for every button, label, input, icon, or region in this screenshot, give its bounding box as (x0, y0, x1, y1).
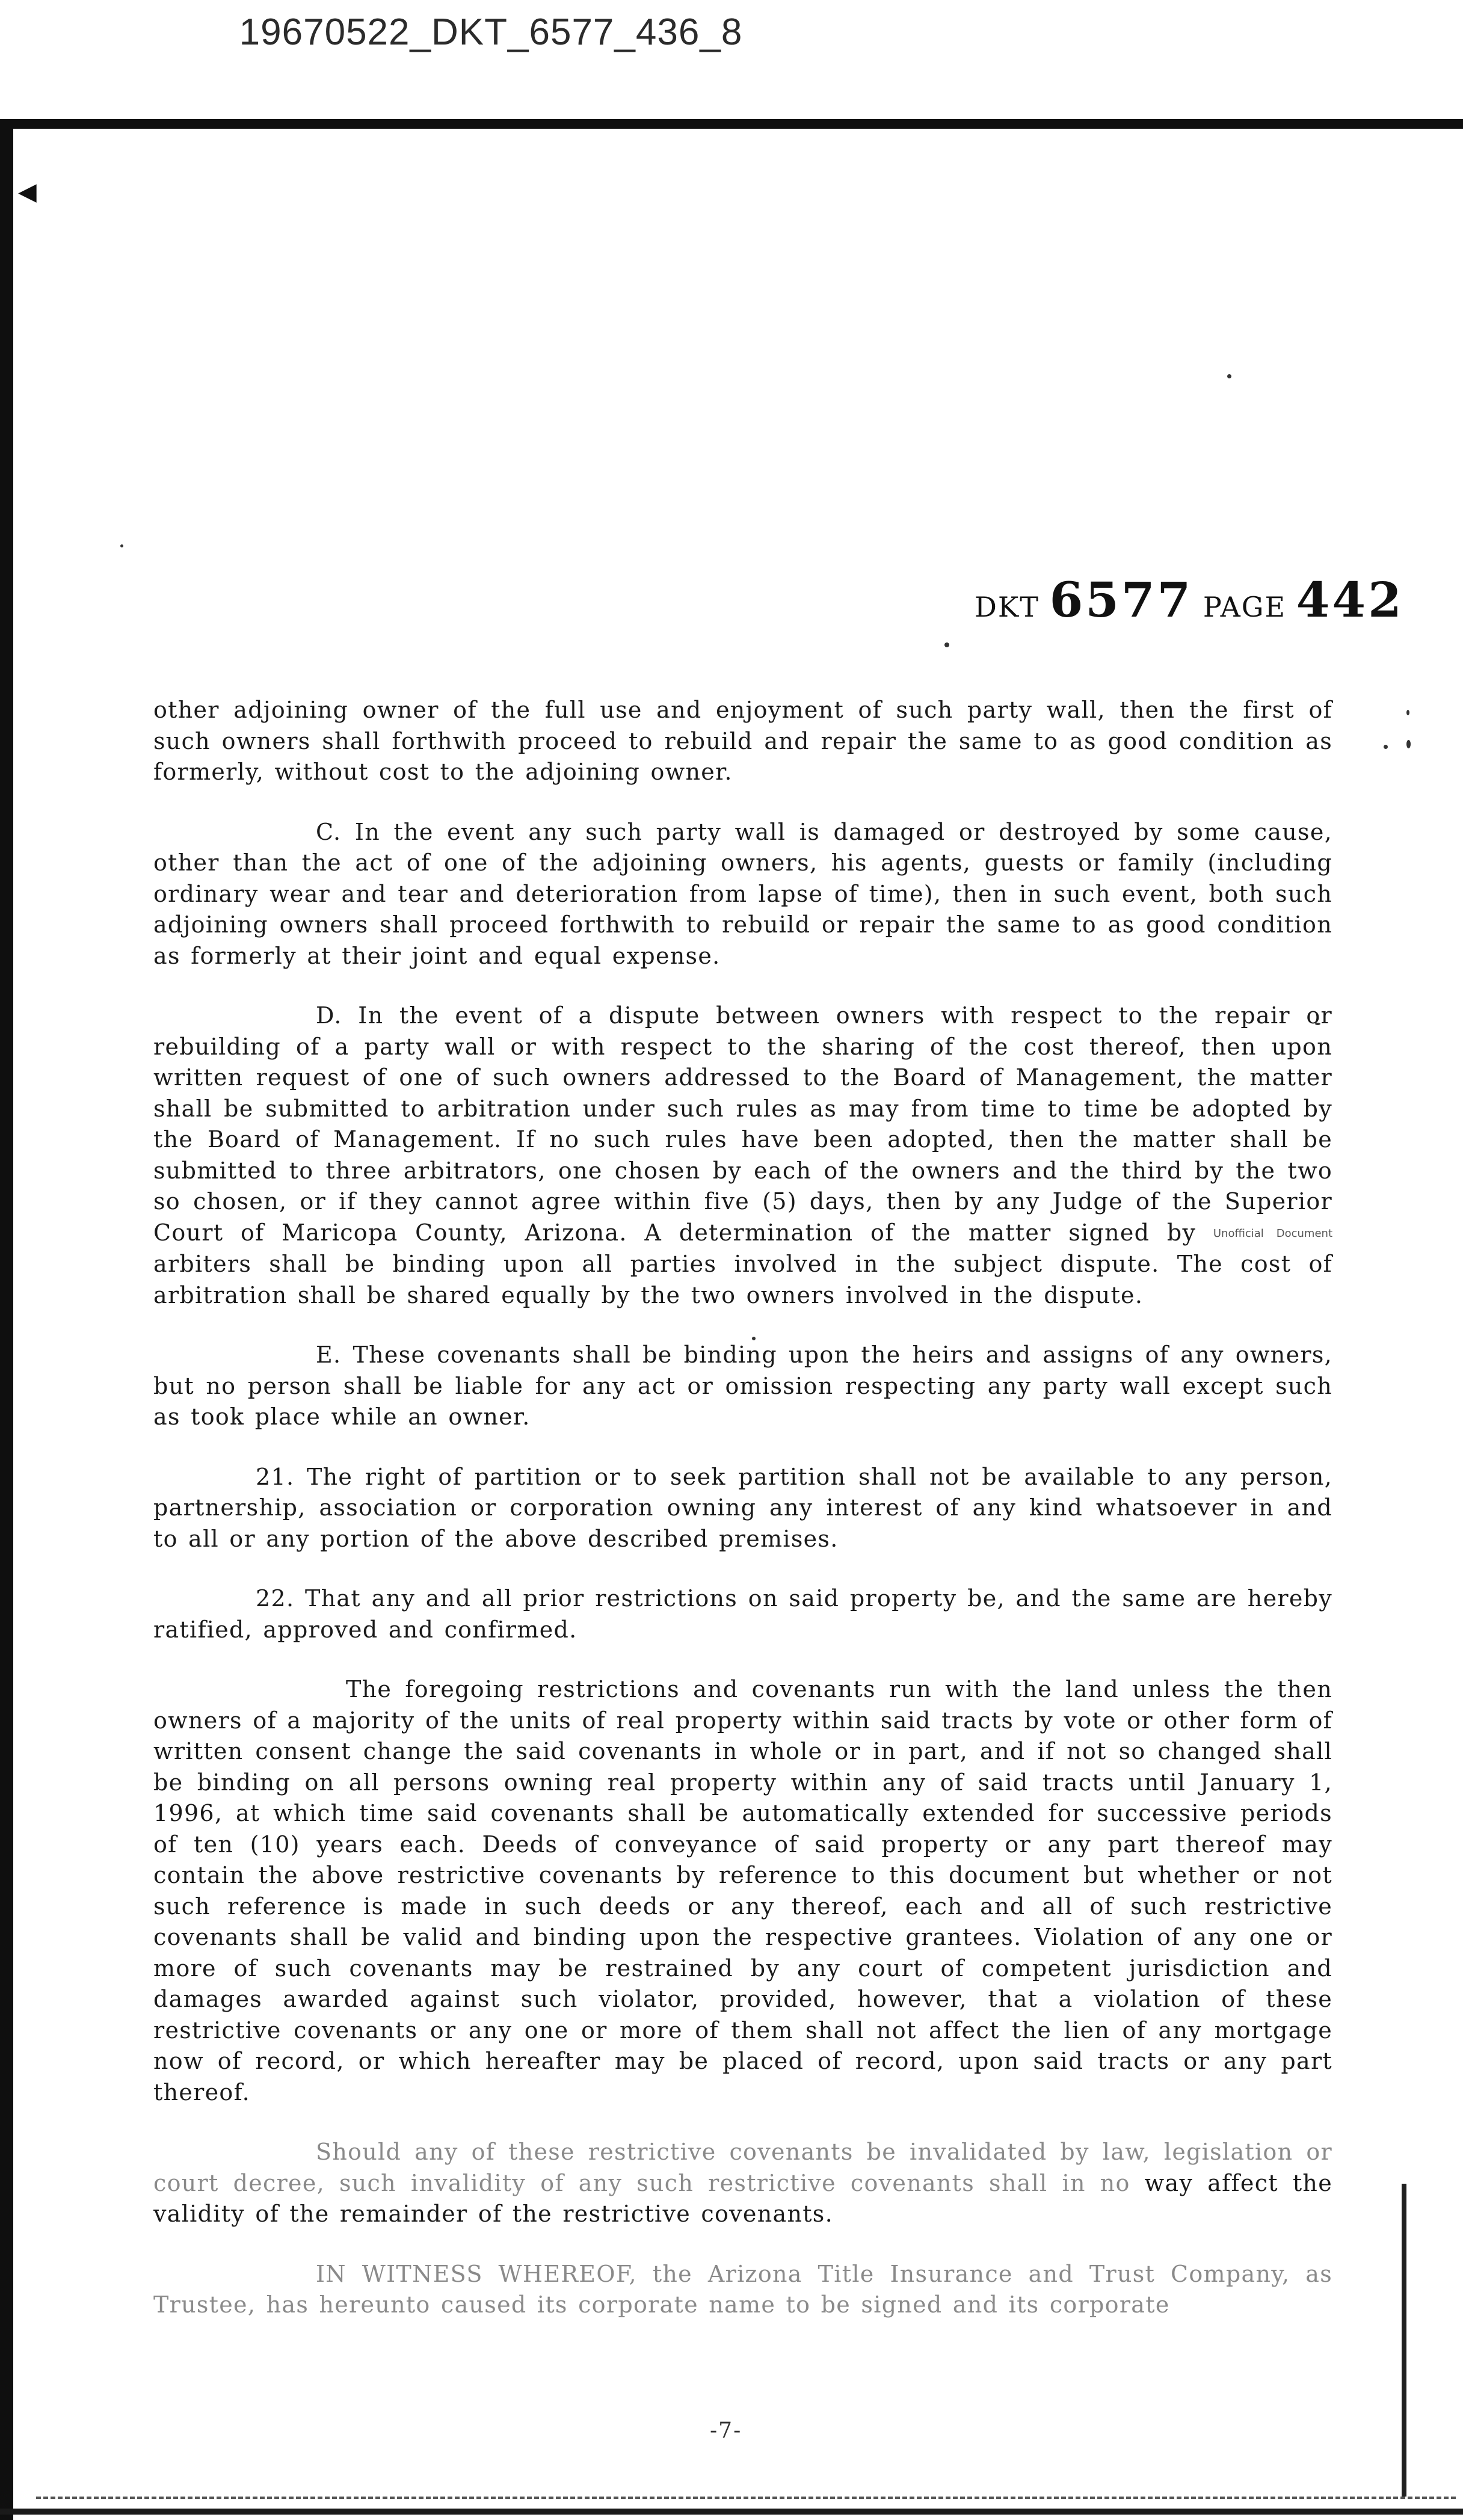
paragraph-d-text-1: D. In the event of a dispute between owners with respect to the repair or rebuilding of a party wall or with respect to the sharing of the cost thereof, then upon written request of one of such owners addressed to the Board of Management, the matter shall be submitted to arbitration under such rules as may from time to time be adopted by the Board of Management. If no such rules have been adopted, then the matter shall be submitted to three arbitrators, one chosen by each of the owners and the third by the two so chosen, or if they cannot agree within five (5) days, then by any Judge of the Superior Court of Maricopa County, Arizona. A determination of the matter signed by (153, 1002, 1332, 1246)
paragraph-d (153, 1000, 1332, 1311)
paragraph-e: E. These covenants shall be binding upon the heirs and assigns of any owners, but no person shall be liable for any act or omission respecting any party wall except such as took place while an owner. (153, 1342, 1332, 1430)
paragraph-21: 21. The right of partition or to seek partition shall not be available to any person, partnership, association or corporation owning any interest of any kind whatsoever in and to all or any portion of the above described premises. (153, 1463, 1332, 1552)
paragraph-continuation: other adjoining owner of the full use and enjoyment of such party wall, then the first of such owners shall forthwith proceed to rebuild and repair the same to as good condition as formerly, without cost to the adjoining owner. (153, 697, 1332, 785)
stamp-docket-number: 6577 (1049, 571, 1194, 628)
scan-bottom-border (0, 2509, 1463, 2515)
scan-bottom-dashes (36, 2497, 1456, 2501)
stamp-page-label: PAGE (1203, 591, 1287, 623)
scan-speck (944, 642, 949, 647)
scan-speck (1406, 710, 1409, 715)
margin-arrow-icon: ◀ (18, 178, 37, 206)
stamp-page-number: 442 (1296, 571, 1404, 628)
paragraph-22: 22. That any and all prior restrictions on said property be, and the same are hereby ratified, approved and confirmed. (153, 1585, 1332, 1643)
scan-top-border (0, 119, 1463, 129)
scan-speck (1227, 374, 1231, 378)
paragraph-c: C. In the event any such party wall is damaged or destroyed by some cause, other than the act of one of the adjoining owners, his agents, guests or family (including ordinary wear and tear and deterioration from lapse of time), then in such event, both such adjoining owners shall proceed forthwith to rebuild or repair the same to as good condition as formerly at their joint and equal expense. (153, 818, 1332, 969)
paragraph-d-text-2: arbiters shall be binding upon all parties involved in the subject dispute. The cost of arbitration shall be shared equally by the two owners involved in the dispute. (153, 1251, 1332, 1308)
scan-right-edge-mark (1402, 2184, 1406, 2497)
severability-faded-text: Should any of these restrictive covenants be invalidated by law, legislation or court decree, such invalidity of any such restrictive covenants shall in no (153, 2139, 1332, 2196)
paragraph-severability (153, 2137, 1332, 2230)
scan-left-border (0, 119, 13, 2520)
stamp-dkt-label: DKT (975, 591, 1040, 623)
scan-speck (120, 544, 123, 547)
scan-speck (1384, 745, 1388, 749)
page-number: -7- (710, 2418, 742, 2443)
unofficial-document-mark: Unofficial Document (1213, 1227, 1332, 1240)
docket-stamp (975, 571, 1404, 628)
document-id-header: 19670522_DKT_6577_436_8 (239, 11, 743, 53)
severability-clear-text: way affect the validity of the remainder of the restrictive covenants. (153, 2169, 1332, 2227)
scan-speck (1406, 740, 1411, 748)
paragraph-covenants-run-with-land: The foregoing restrictions and covenants run with the land unless the then owners of a majority of the units of real property within said tracts by vote or other form of written consent change the said covenants in whole or in part, and if not so changed shall be binding on all persons owning real property within any of said tracts until January 1, 1996, at which time said covenants shall be automatically extended for successive periods of ten (10) years each. Deeds of conveyance of said property or any part thereof may contain the above restrictive covenants by reference to this document but whether or not such reference is made in such deeds or any thereof, each and all of such restrictive covenants shall be valid and binding upon the respective grantees. Violation of any one or more of such covenants may be restrained by any court of competent jurisdiction and damages awarded against such violator, provided, however, that a violation of these restrictive covenants or any one or more of them shall not affect the lien of any mortgage now of record, or which hereafter may be placed of record, upon said tracts or any part thereof. (153, 1676, 1332, 2106)
document-body (153, 695, 1332, 2350)
paragraph-in-witness: IN WITNESS WHEREOF, the Arizona Title Insurance and Trust Company, as Trustee, has hereunto caused its corporate name to be signed and its corporate (153, 2260, 1332, 2318)
